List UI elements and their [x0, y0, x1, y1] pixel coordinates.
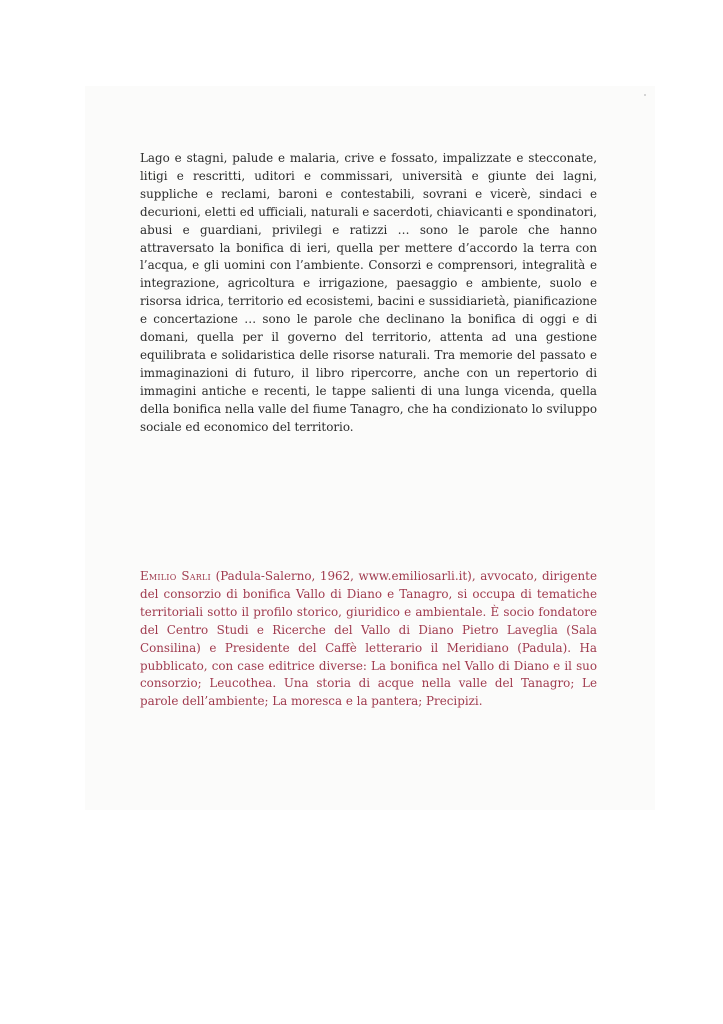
author-name: Emilio Sarli: [140, 569, 211, 583]
book-blurb-paragraph: Lago e stagni, palude e malaria, crive e fossato, impalizzate e stecconate, litigi e rescritti, uditori e commissari, università e giunte dei lagni, suppliche e reclami, baroni e contestabili, sovrani e vicerè, sindaci e decurioni, eletti ed ufficiali, naturali e sacerdoti, chiavicanti e spondinatori, abusi e guardiani, privilegi e ratizzi … sono le parole che hanno attraversato la bonifica di ieri, quella per mettere d’accordo la terra con l’acqua, e gli uomini con l’ambiente. Consorzi e comprensori, integralità e integrazione, agricoltura e irrigazione, paesaggio e ambiente, suolo e risorsa idrica, territorio ed ecosistemi, bacini e sussidiarietà, pianificazione e concertazione … sono le parole che declinano la bonifica di oggi e di domani, quella per il governo del territorio, attenta ad una gestione equilibrata e solidaristica delle risorse naturali. Tra memorie del passato e immaginazioni di futuro, il libro ripercorre, anche con un repertorio di immagini antiche e recenti, le tappe salienti di una lunga vicenda, quella della bonifica nella valle del fiume Tanagro, che ha condizionato lo sviluppo sociale ed economico del territorio.: [140, 151, 597, 434]
author-bio-text: (Padula-Salerno, 1962, www.emiliosarli.it), avvocato, dirigente del consorzio di bonifica Vallo di Diano e Tanagro, si occupa di tematiche territoriali sotto il profilo storico, giuridico e ambientale. È socio fondatore del Centro Studi e Ricerche del Vallo di Diano Pietro Laveglia (Sala Consilina) e Presidente del Caffè letterario il Meridiano (Padula). Ha pubblicato, con case editrice diverse: La bonifica nel Vallo di Diano e il suo consorzio; Leucothea. Una storia di acque nella valle del Tanagro; Le parole dell’ambiente; La moresca e la pantera; Precipizi.: [140, 569, 597, 709]
scan-speck: [644, 94, 646, 96]
author-bio-paragraph: [140, 568, 597, 711]
